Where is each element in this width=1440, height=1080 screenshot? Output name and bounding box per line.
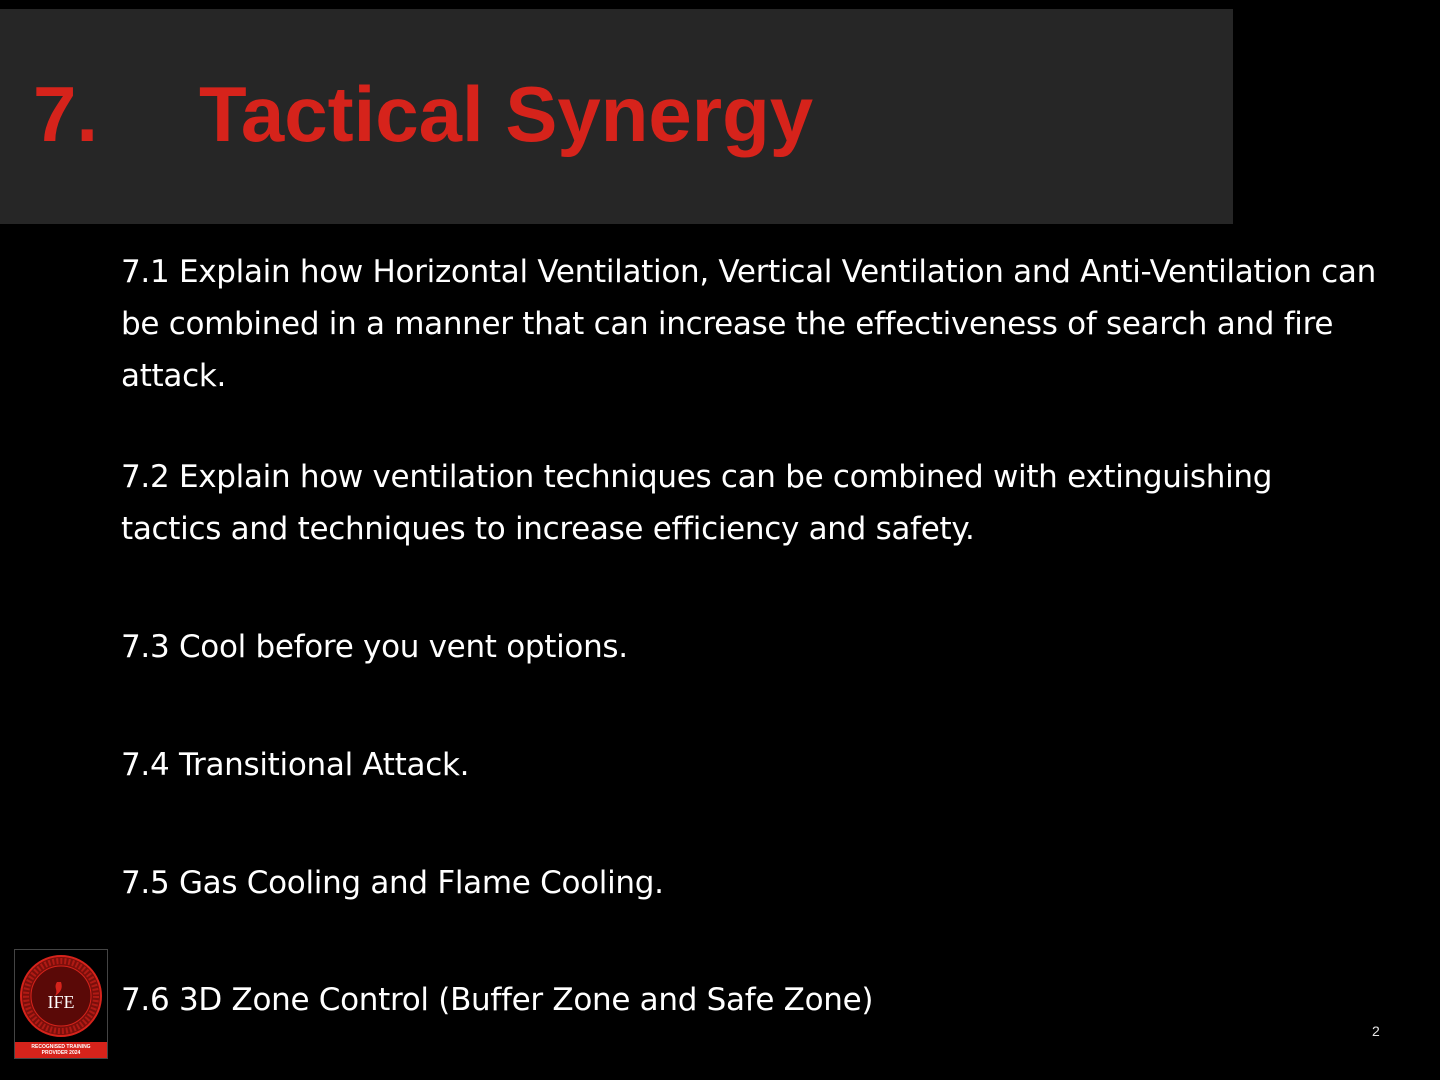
objective-item-7-3: 7.3 Cool before you vent options. bbox=[121, 629, 628, 665]
objective-item-7-2: 7.2 Explain how ventilation techniques can be combined with extinguishing tactics and techniques to increase efficiency and safety. bbox=[121, 459, 1273, 547]
title-number: 7. bbox=[33, 70, 99, 158]
slide-title: Tactical Synergy bbox=[199, 70, 814, 158]
ife-seal-icon bbox=[17, 952, 105, 1040]
page-number: 2 bbox=[1372, 1023, 1380, 1039]
title-band bbox=[0, 9, 1233, 224]
objective-item-7-1: 7.1 Explain how Horizontal Ventilation, Vertical Ventilation and Anti-Ventilation can be combined in a manner that can increase the effectiveness of search and fire attack. bbox=[121, 254, 1376, 394]
logo-caption bbox=[15, 1042, 107, 1058]
logo-monogram: IFE bbox=[47, 992, 75, 1012]
objective-item-7-6: 7.6 3D Zone Control (Buffer Zone and Safe Zone) bbox=[121, 982, 874, 1018]
logo-caption-line1: RECOGNISED TRAINING bbox=[31, 1044, 91, 1050]
ife-training-provider-logo bbox=[14, 949, 108, 1059]
objective-item-7-5: 7.5 Gas Cooling and Flame Cooling. bbox=[121, 865, 664, 901]
logo-caption-line2: PROVIDER 2024 bbox=[41, 1050, 81, 1056]
objective-item-7-4: 7.4 Transitional Attack. bbox=[121, 747, 470, 783]
